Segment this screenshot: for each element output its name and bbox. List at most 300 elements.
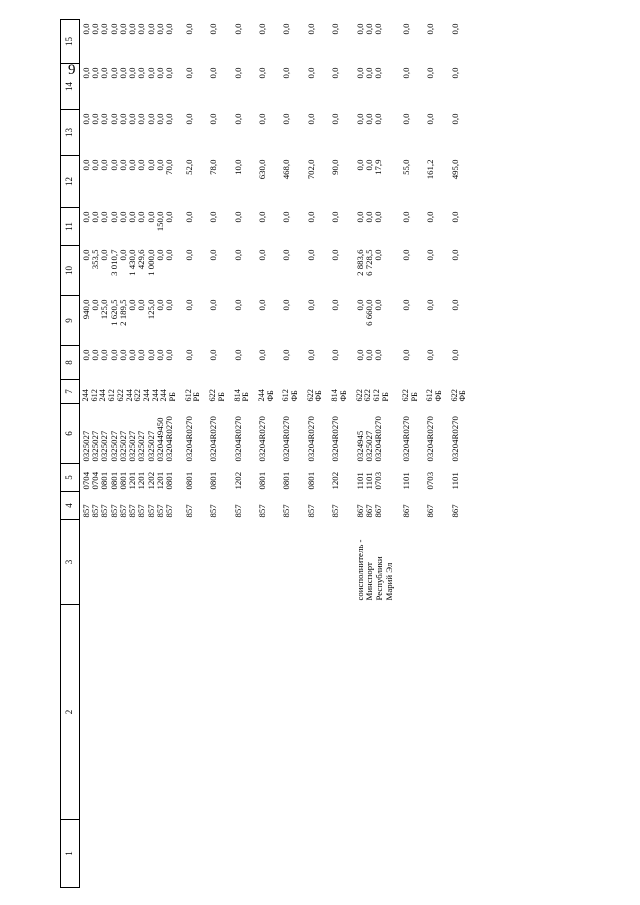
cell-line: 10,0	[232, 159, 243, 175]
table-cell-col-10	[329, 246, 353, 296]
cell-line: 0,0	[330, 211, 341, 223]
column-header-9: 9	[61, 296, 80, 346]
cell-line: 0801	[183, 471, 194, 490]
cell-line: 468,0	[281, 159, 292, 180]
cell-line: 2 189,5	[117, 299, 128, 326]
cell-line: 0,0	[425, 249, 436, 261]
cell-line: 0,0	[281, 113, 292, 125]
cell-line: 857	[305, 504, 316, 518]
cell-line: 0,0	[208, 299, 219, 311]
cell-line: 0,0	[81, 349, 91, 361]
cell-line: 0,0	[154, 349, 165, 361]
table-body	[80, 20, 474, 888]
cell-line: 0,0	[425, 67, 436, 79]
cell-line: 0,0	[449, 211, 460, 223]
cell-line: 0,0	[354, 23, 365, 35]
table-cell-col-5	[232, 464, 256, 492]
table-cell-col-2	[305, 605, 329, 820]
cell-line: 702,0	[305, 159, 316, 180]
cell-line: 0,0	[208, 113, 219, 125]
table-cell-col-4	[305, 492, 329, 520]
cell-line: 0,0	[108, 67, 119, 79]
table-cell-col-1	[280, 820, 304, 888]
cell-line: 0,0	[256, 299, 267, 311]
table-cell-col-13	[305, 110, 329, 156]
cell-line: 0,0	[183, 349, 194, 361]
cell-line: ФБ	[338, 390, 348, 402]
cell-line: 0,0	[330, 23, 341, 35]
table-cell-col-14	[207, 64, 231, 110]
cell-line: 0,0	[256, 349, 267, 361]
table-cell-col-3	[449, 520, 473, 605]
table-cell-col-4	[354, 492, 400, 520]
cell-line: 0,0	[164, 67, 175, 79]
column-header-15: 15	[61, 20, 80, 64]
table-cell-col-4	[80, 492, 183, 520]
column-header-12: 12	[61, 156, 80, 208]
cell-line: 0,0	[136, 211, 147, 223]
cell-line: 0325027	[99, 430, 110, 462]
column-header-14: 14	[61, 64, 80, 110]
cell-line: 0,0	[81, 159, 91, 171]
cell-line: 125,0	[145, 299, 156, 320]
cell-line: 857	[256, 504, 267, 518]
table-cell-col-5	[449, 464, 473, 492]
cell-line: 0,0	[232, 249, 243, 261]
table-cell-col-13	[207, 110, 231, 156]
cell-line: 0,0	[90, 299, 101, 311]
cell-line: 857	[164, 504, 175, 518]
cell-line: 0,0	[330, 249, 341, 261]
cell-line: 0,0	[154, 113, 165, 125]
cell-line: 857	[330, 504, 341, 518]
table-row	[329, 20, 353, 888]
cell-line: 0,0	[281, 349, 292, 361]
table-cell-col-2	[449, 605, 473, 820]
cell-line: 0,0	[305, 23, 316, 35]
table-cell-col-15	[400, 20, 424, 64]
table-cell-col-2	[424, 605, 448, 820]
cell-line: 612	[107, 389, 117, 402]
table-cell-col-5	[80, 464, 183, 492]
table-cell-col-7	[207, 380, 231, 404]
table-cell-col-4	[424, 492, 448, 520]
table-row	[424, 20, 448, 888]
cell-line: 1202	[330, 471, 341, 490]
cell-line: 0,0	[108, 113, 119, 125]
table-cell-col-15	[354, 20, 400, 64]
cell-line: 03204R0270	[330, 416, 341, 462]
table-cell-col-15	[183, 20, 207, 64]
cell-line: 857	[183, 504, 194, 518]
cell-line: 0325027	[90, 430, 101, 462]
table-cell-col-15	[256, 20, 280, 64]
table-cell-col-1	[305, 820, 329, 888]
table-cell-col-8	[207, 346, 231, 380]
table-cell-col-6	[80, 404, 183, 464]
cell-line: 0,0	[145, 67, 156, 79]
table-cell-col-5	[400, 464, 424, 492]
cell-line: 0,0	[117, 23, 128, 35]
table-cell-col-10	[354, 246, 400, 296]
table-cell-col-15	[305, 20, 329, 64]
table-cell-col-3	[424, 520, 448, 605]
cell-line: 0,0	[354, 211, 365, 223]
column-header-8: 8	[61, 346, 80, 380]
cell-line: 0,0	[154, 159, 165, 171]
cell-line: 0,0	[330, 67, 341, 79]
cell-line: 0,0	[330, 349, 341, 361]
cell-line: 03204R0270	[425, 416, 436, 462]
cell-line: 0,0	[99, 113, 110, 125]
table-cell-col-1	[354, 820, 400, 888]
cell-line: 0,0	[281, 249, 292, 261]
cell-line: 0325027	[117, 430, 128, 462]
cell-line: 0,0	[136, 299, 147, 311]
table-cell-col-14	[232, 64, 256, 110]
table-cell-col-1	[256, 820, 280, 888]
table-cell-col-2	[183, 605, 207, 820]
table-cell-col-5	[354, 464, 400, 492]
cell-line: 0,0	[400, 113, 411, 125]
cell-line: 612	[183, 389, 193, 402]
table-cell-col-6	[256, 404, 280, 464]
table-cell-col-1	[424, 820, 448, 888]
table-cell-col-15	[280, 20, 304, 64]
cell-line: 0,0	[99, 23, 110, 35]
cell-line: 857	[99, 504, 110, 518]
table-cell-col-13	[183, 110, 207, 156]
cell-line: 0,0	[81, 67, 91, 79]
table-cell-col-6	[354, 404, 400, 464]
cell-line: 1101	[354, 472, 365, 490]
table-cell-col-6	[207, 404, 231, 464]
table-cell-col-8	[400, 346, 424, 380]
table-cell-col-2	[207, 605, 231, 820]
table-cell-col-10	[256, 246, 280, 296]
table-cell-col-14	[329, 64, 353, 110]
cell-line: 0,0	[117, 249, 128, 261]
cell-line: 0325027	[136, 430, 147, 462]
cell-line: 0,0	[117, 113, 128, 125]
table-row	[305, 20, 329, 888]
cell-line: 0,0	[400, 299, 411, 311]
table-cell-col-11	[183, 208, 207, 246]
cell-line: 622	[400, 389, 410, 402]
cell-line: 17,9	[373, 159, 384, 175]
cell-line: 03204R0270	[281, 416, 292, 462]
cell-line: 0,0	[154, 249, 165, 261]
cell-line: 0,0	[183, 249, 194, 261]
table-cell-col-4	[183, 492, 207, 520]
cell-line: 0,0	[425, 23, 436, 35]
table-cell-col-10	[424, 246, 448, 296]
table-cell-col-7	[183, 380, 207, 404]
cell-line: 857	[108, 504, 119, 518]
cell-line: 0,0	[108, 349, 119, 361]
table-cell-col-9	[207, 296, 231, 346]
cell-line: 0325027	[108, 430, 119, 462]
table-cell-col-7	[256, 380, 280, 404]
cell-line: 622	[354, 389, 364, 402]
table-cell-col-1	[80, 820, 183, 888]
cell-line: 0,0	[208, 249, 219, 261]
table-cell-col-14	[280, 64, 304, 110]
cell-line: 622	[133, 389, 143, 402]
cell-line: 0,0	[99, 211, 110, 223]
cell-line: 857	[127, 504, 138, 518]
cell-line: 0,0	[305, 67, 316, 79]
cell-line: Республики	[374, 556, 385, 601]
cell-line: 03204R0270	[373, 416, 384, 462]
cell-line: 0801	[281, 471, 292, 490]
cell-line: 0,0	[425, 211, 436, 223]
table-cell-col-5	[305, 464, 329, 492]
table-cell-col-5	[329, 464, 353, 492]
cell-line: 0,0	[354, 113, 365, 125]
table-cell-col-9	[305, 296, 329, 346]
table-cell-col-10	[207, 246, 231, 296]
table-cell-col-4	[256, 492, 280, 520]
cell-line: 0,0	[373, 67, 384, 79]
table-cell-col-9	[354, 296, 400, 346]
cell-line: 0,0	[99, 249, 110, 261]
table-cell-col-7	[424, 380, 448, 404]
table-cell-col-13	[400, 110, 424, 156]
table-cell-col-2	[80, 605, 183, 820]
cell-line: 2 883,6	[354, 249, 365, 276]
table-cell-col-4	[232, 492, 256, 520]
cell-line: 244	[159, 389, 169, 402]
cell-line: РБ	[216, 392, 226, 402]
table-cell-col-11	[400, 208, 424, 246]
cell-line: 0704	[81, 471, 91, 490]
table-cell-col-4	[280, 492, 304, 520]
cell-line: 0,0	[127, 159, 138, 171]
cell-line: 0,0	[354, 159, 365, 171]
table-cell-col-3	[280, 520, 304, 605]
cell-line: 0,0	[449, 67, 460, 79]
cell-line: 0320449450	[154, 417, 165, 462]
table-cell-col-12	[424, 156, 448, 208]
table-cell-col-8	[232, 346, 256, 380]
table-cell-col-10	[449, 246, 473, 296]
cell-line: 0,0	[449, 249, 460, 261]
cell-line: 1201	[154, 471, 165, 490]
cell-line: 622	[208, 389, 218, 402]
table-cell-col-8	[305, 346, 329, 380]
cell-line: 0,0	[232, 299, 243, 311]
cell-line: 0,0	[281, 299, 292, 311]
table-cell-col-13	[354, 110, 400, 156]
cell-line: 0,0	[117, 349, 128, 361]
cell-line: 0,0	[127, 23, 138, 35]
table-cell-col-1	[207, 820, 231, 888]
table-cell-col-7	[280, 380, 304, 404]
cell-line: 0,0	[305, 299, 316, 311]
table-cell-col-1	[183, 820, 207, 888]
cell-line: 0,0	[449, 299, 460, 311]
cell-line: 0,0	[425, 299, 436, 311]
cell-line: 55,0	[400, 159, 411, 175]
table-cell-col-7	[449, 380, 473, 404]
table-cell-col-14	[449, 64, 473, 110]
table-cell-col-10	[183, 246, 207, 296]
cell-line: 857	[208, 504, 219, 518]
cell-line: 03204R0270	[305, 416, 316, 462]
table-cell-col-1	[232, 820, 256, 888]
table-cell-col-9	[424, 296, 448, 346]
table-cell-col-13	[256, 110, 280, 156]
column-header-10: 10	[61, 246, 80, 296]
cell-line: 0325027	[127, 430, 138, 462]
table-cell-col-6	[400, 404, 424, 464]
table-row	[400, 20, 424, 888]
cell-line: 429,6	[136, 249, 147, 270]
cell-line: РБ	[241, 392, 251, 402]
cell-line: 857	[281, 504, 292, 518]
table-cell-col-6	[424, 404, 448, 464]
cell-line: 0,0	[400, 349, 411, 361]
cell-line: 0,0	[90, 23, 101, 35]
cell-line: 0801	[117, 471, 128, 490]
cell-line: 125,0	[99, 299, 110, 320]
cell-line: 161,2	[425, 159, 436, 180]
table-cell-col-4	[207, 492, 231, 520]
cell-line: 0,0	[363, 113, 374, 125]
budget-table	[60, 19, 473, 888]
cell-line: 0,0	[232, 211, 243, 223]
table-cell-col-1	[329, 820, 353, 888]
cell-line: 0,0	[81, 23, 91, 35]
table-cell-col-8	[449, 346, 473, 380]
table-cell-col-1	[400, 820, 424, 888]
cell-line: 0,0	[208, 23, 219, 35]
table-cell-col-3	[232, 520, 256, 605]
table-cell-col-3	[256, 520, 280, 605]
table-cell-col-5	[280, 464, 304, 492]
cell-line: 940,0	[81, 299, 91, 320]
cell-line: 1201	[127, 471, 138, 490]
cell-line: 353,5	[90, 249, 101, 270]
cell-line: 0,0	[127, 211, 138, 223]
cell-line: Марий Эл	[384, 562, 395, 601]
cell-line: 0,0	[400, 23, 411, 35]
cell-line: 0,0	[400, 249, 411, 261]
cell-line: 0,0	[99, 349, 110, 361]
cell-line: 0,0	[145, 23, 156, 35]
table-cell-col-12	[80, 156, 183, 208]
table-cell-col-4	[400, 492, 424, 520]
cell-line: 857	[232, 504, 243, 518]
column-header-5: 5	[61, 464, 80, 492]
table-cell-col-7	[80, 380, 183, 404]
table-cell-col-6	[183, 404, 207, 464]
table-row	[207, 20, 231, 888]
cell-line: 867	[449, 504, 460, 518]
cell-line: 0,0	[90, 67, 101, 79]
cell-line: 1 620,5	[108, 299, 119, 326]
table-cell-col-13	[232, 110, 256, 156]
table-cell-col-2	[256, 605, 280, 820]
cell-line: 03204R0270	[400, 416, 411, 462]
cell-line: 1 000,0	[145, 249, 156, 276]
cell-line: 857	[90, 504, 101, 518]
cell-line: 244	[124, 389, 134, 402]
table-cell-col-8	[80, 346, 183, 380]
table-row	[232, 20, 256, 888]
cell-line: 0,0	[281, 211, 292, 223]
cell-line: 1101	[449, 472, 460, 490]
table-cell-col-12	[449, 156, 473, 208]
table-cell-col-3	[329, 520, 353, 605]
table-cell-col-12	[207, 156, 231, 208]
cell-line: 0,0	[108, 23, 119, 35]
cell-line: 0801	[208, 471, 219, 490]
cell-line: 622	[115, 389, 125, 402]
table-cell-col-15	[232, 20, 256, 64]
cell-line: 0,0	[127, 349, 138, 361]
cell-line: 0,0	[354, 349, 365, 361]
cell-line: 867	[354, 504, 365, 518]
table-cell-col-11	[449, 208, 473, 246]
cell-line: ФБ	[314, 390, 324, 402]
table-cell-col-14	[400, 64, 424, 110]
table-cell-col-6	[305, 404, 329, 464]
cell-line: 1101	[400, 472, 411, 490]
cell-line: 0,0	[449, 349, 460, 361]
cell-line: 0325027	[145, 430, 156, 462]
cell-line: 0,0	[373, 299, 384, 311]
table-cell-col-15	[329, 20, 353, 64]
cell-line: ФБ	[458, 390, 468, 402]
table-cell-col-12	[305, 156, 329, 208]
cell-line: 0,0	[373, 349, 384, 361]
table-cell-col-2	[400, 605, 424, 820]
cell-line: 0,0	[164, 249, 175, 261]
cell-line: 0,0	[136, 23, 147, 35]
table-cell-col-13	[424, 110, 448, 156]
cell-line: 0,0	[363, 23, 374, 35]
cell-line: РБ	[168, 392, 178, 402]
cell-line: 03204R0270	[208, 416, 219, 462]
cell-line: 244	[256, 389, 266, 402]
cell-line: 244	[98, 389, 108, 402]
cell-line: 0,0	[400, 211, 411, 223]
table-cell-col-10	[305, 246, 329, 296]
cell-line: Минспорт	[364, 562, 375, 601]
cell-line: 0,0	[183, 211, 194, 223]
cell-line: 612	[371, 389, 381, 402]
cell-line: 0,0	[183, 23, 194, 35]
cell-line: 244	[150, 389, 160, 402]
cell-line: РБ	[380, 392, 390, 402]
cell-line: 0,0	[354, 299, 365, 311]
cell-line: 03204R0270	[449, 416, 460, 462]
cell-line: 622	[449, 389, 459, 402]
cell-line: 0,0	[256, 249, 267, 261]
table-row	[183, 20, 207, 888]
table-cell-col-11	[329, 208, 353, 246]
cell-line: 495,0	[449, 159, 460, 180]
table-cell-col-9	[449, 296, 473, 346]
table-cell-col-14	[183, 64, 207, 110]
cell-line: 0,0	[305, 349, 316, 361]
cell-line: 03204R0270	[183, 416, 194, 462]
cell-line: 0801	[99, 471, 110, 490]
cell-line: 0801	[305, 471, 316, 490]
cell-line: 03204R0270	[232, 416, 243, 462]
